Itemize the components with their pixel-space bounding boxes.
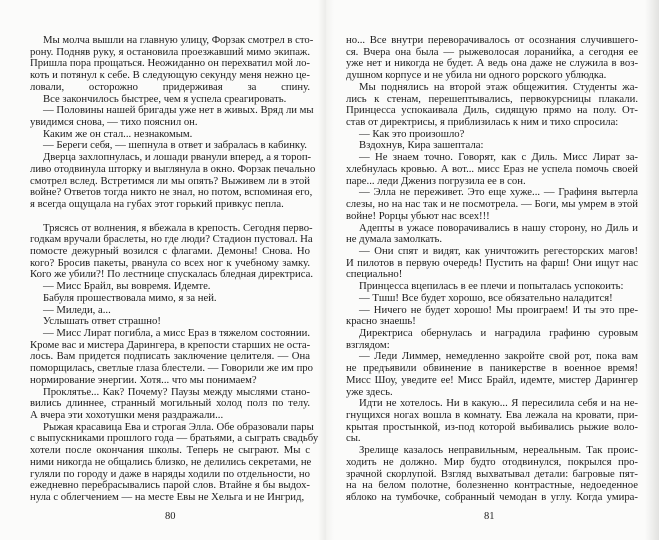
text-line: гнущихся ногах вошла в комнату. Ева лежала на кровати, при- [346, 409, 638, 421]
text-line: поморщилась, светлые глаза блестели. — Говорили же им про [30, 362, 313, 375]
paragraph [30, 293, 310, 305]
text-line: Услышать ответ страшно! [43, 315, 161, 328]
text-line: уже здесь. [346, 385, 393, 398]
text-line: Проклятье... Как? Почему? Паузы между мыслями стано- [43, 385, 310, 398]
text-line: рону. Подняв руку, я остановила проезжавший мимо экипаж. [30, 45, 310, 58]
text-line: Кого же убили?! По лестнице спускалась бледная директриса. [30, 268, 314, 281]
text-line: Дверца захлопнулась, и лошади рванули вперед, а я тороп- [43, 151, 312, 164]
text-line: Все закончилось быстрее, чем я успела среагировать. [43, 92, 287, 105]
text-line: слезы, но на нас так и не посмотрела. — Боги, мы умрем в этой [346, 198, 638, 211]
text-line: смотрел вслед. Встретимся ли мы опять? Выживем ли в этой [30, 174, 310, 187]
text-line: Кроме вас и мистера Дарингера, в крепости старших не оста- [30, 338, 311, 351]
text-line: годкам вручали браслеты, но где люди? Стадион пустовал. На [30, 233, 313, 246]
text-line: Зрелище казалось неправильным, нереальным. Так проис- [359, 444, 638, 457]
paragraph [346, 293, 638, 305]
text-line: Пришла пора прощаться. Неожиданно он перехватил мой ло- [30, 57, 310, 70]
text-line: Бабуля прошествовала мимо, я за ней. [43, 291, 217, 304]
paragraph [346, 223, 638, 246]
text-line: но... Все внутри переворачивалось от осознания случившего- [346, 34, 638, 46]
text-line: специально! [346, 268, 403, 281]
text-line: — Тшш! Все будет хорошо, все обязательно наладится! [359, 291, 613, 304]
text-line: увидимся снова, — тихо пояснил он. [30, 116, 198, 129]
text-line: Мы поднялись на второй этаж общежития. Студенты жа- [359, 80, 638, 93]
text-line: кого? Бросив пакеты, рванула со всех ног к учебному замку. [30, 256, 310, 269]
text-line: уже нет и никогда не будет. А ведь она даже не служила в воз- [346, 57, 638, 70]
text-line: лись к стенам, перешептывались, первокурсницы плакали. [346, 92, 638, 105]
text-line: — Элла не переживет. Это еще хуже... — Графиня вытерла [359, 186, 638, 199]
text-line: ся. Вчера она была — рыжеволосая лоранийка, а сегодня ее [346, 45, 638, 58]
paragraph [346, 351, 638, 398]
text-line: Вздохнув, Кира зашептала: [359, 139, 484, 152]
paragraph [346, 187, 638, 222]
text-line: крытая простынкой, из-под которой выбивались рыжие воло- [346, 420, 638, 433]
paragraph [30, 151, 316, 211]
text-line: ежедневно перебрасывались парой слов. Втайне я бы выдох- [30, 479, 310, 492]
paragraph [30, 420, 319, 504]
text-line: хлебнулась кровью. А вот... мисс Ераз не успела помочь своей [346, 162, 638, 175]
text-line: коть и потянул к себе. В следующую секунду меня нежно це- [30, 69, 310, 82]
text-line: войне! Рорцы убьют нас всех!!! [346, 209, 490, 222]
text-line: — Ничего не будет хорошо! Мы проиграем! И ты это пре- [359, 303, 638, 316]
paragraph-break [30, 211, 310, 223]
paragraph [346, 82, 638, 129]
text-line: гуляли по городу и даже в наряды ходили по отдельности, но [30, 467, 310, 480]
text-line: — Не знаем точно. Говорят, как с Диль. Мисс Лират за- [359, 151, 638, 164]
text-line: — Они спят и видят, как уничтожить регесторских магов! [359, 244, 638, 257]
text-line: ними никогда не общались близко, не делились секретами, не [30, 455, 312, 468]
text-line: — Леди Лиммер, немедленно закройте свой рот, пока вам [359, 350, 638, 363]
paragraph [346, 246, 638, 281]
text-line: войне? Ответов тогда никто не знал, но потом, вспоминая его, [30, 186, 313, 199]
paragraph [346, 305, 638, 328]
text-line: вились длиннее, странный могильный холод полз по телу. [30, 397, 310, 410]
text-line: — Береги себя, — шепнула в ответ и забралась в кабинку. [43, 139, 307, 152]
text-line: на на белом полотне, болезненно контрастные, недоеденное [346, 479, 638, 492]
text-line: лось. Вам придется подписать заключение целителя. — Она [30, 350, 310, 363]
text-line: ловали, осторожно придерживая за спину. [30, 80, 310, 93]
text-line: не думала замолкать. [346, 233, 443, 246]
text-line: Трясясь от волнения, я вбежала в крепость. Сегодня перво- [43, 221, 313, 234]
paragraph [30, 221, 314, 282]
text-line: Мисс Шоу, уведите ее! Мисс Брайл, идемте, мистер Дарингер [346, 373, 638, 386]
paragraph [346, 328, 638, 351]
text-line: став от директрисы, я приблизилась к ним и тихо спросила: [346, 116, 619, 129]
text-line: — Половины нашей бригады уже нет в живых. Вряд ли мы [43, 104, 314, 117]
right-page [346, 35, 638, 504]
text-line: нула с облегчением — на месте Евы не Хельга и не Ингрид, [30, 491, 305, 504]
text-line: А вчера эти хохотушки меня раздражали... [30, 409, 224, 421]
text-line: Мы молча вышли на главную улицу, Форзак смотрел в сто- [43, 34, 314, 46]
book-spine [318, 0, 334, 540]
paragraph [346, 152, 638, 187]
text-line: ливо отодвинула шторку и выглянула в окно. Форзак печально [30, 162, 316, 175]
text-line: И пилотов в первую очередь! Пустить на фарш! Они ищут нас [346, 256, 638, 269]
paragraph [346, 398, 638, 445]
paragraph [30, 326, 313, 387]
text-line: Адепты в ужасе поворачивались в нашу сторону, но Диль и [359, 221, 638, 234]
paragraph [346, 35, 638, 82]
text-line: помосте дежурный возился с флагами. Демоны! Снова. Но [30, 244, 310, 257]
page-edge-shadow [645, 0, 659, 540]
text-line: красно знаешь! [346, 315, 416, 328]
text-line: с выпускниками прошлого года — братьями, а сыграть свадьбу [30, 432, 319, 445]
text-line: душном корпусе и не убила ни одного рорского ублюдка. [346, 69, 607, 82]
text-line: не предъявили обвинение в паникерстве в военное время! [346, 362, 638, 375]
page-number-left: 80 [165, 511, 176, 522]
text-line: сы. [346, 432, 361, 445]
text-line: — Как это произошло? [359, 127, 465, 140]
left-page [30, 34, 319, 504]
text-line: взглядом: [346, 338, 390, 351]
paragraph [30, 34, 314, 94]
text-line: Принцесса вцепилась в ее плечи и попыталась успокоить: [359, 280, 624, 293]
text-line: Принцесса успокаивала Диль, сидящую прямо на полу. От- [346, 104, 638, 117]
text-line: Рыжая красавица Ева и строгая Элла. Обе образовали пары [43, 420, 314, 433]
paragraph [30, 387, 310, 422]
text-line: я всегда ощущала на губах этот горький привкус пепла. [30, 198, 284, 211]
paragraph [30, 104, 314, 129]
text-line: Каким же он стал... незнакомым. [43, 127, 193, 140]
page-number-right: 81 [484, 511, 495, 522]
paragraph [346, 445, 638, 504]
text-line: — Миледи, а... [43, 303, 111, 316]
text-line: ходить не должно. Мир будто отодвинулся, покрылся про- [346, 455, 638, 468]
text-line: паре... леди Джениз погрузила ее в сон. [346, 174, 526, 187]
text-line: нормирование энергии. Хотя... что мы понимаем? [30, 373, 257, 386]
text-line: Идти не хотелось. Ни в какую... Я пересилила себя и на не- [359, 397, 638, 410]
text-line: — Мисс Лират погибла, а мисс Ераз в тяжелом состоянии. [43, 326, 310, 339]
text-line: — Мисс Брайл, вы вовремя. Идемте. [43, 280, 211, 293]
text-line: зрачной скорлупой. Взгляд выхватывал детали: багровые пят- [346, 467, 638, 480]
text-line: хотели после окончания школы. Теперь не сыграют. Мы с [30, 444, 310, 457]
text-line: яблоко на тумбочке, собранный чемодан в углу. Когда умира- [346, 491, 638, 504]
text-line: Директриса обернулась и наградила графиню суровым [359, 326, 638, 339]
